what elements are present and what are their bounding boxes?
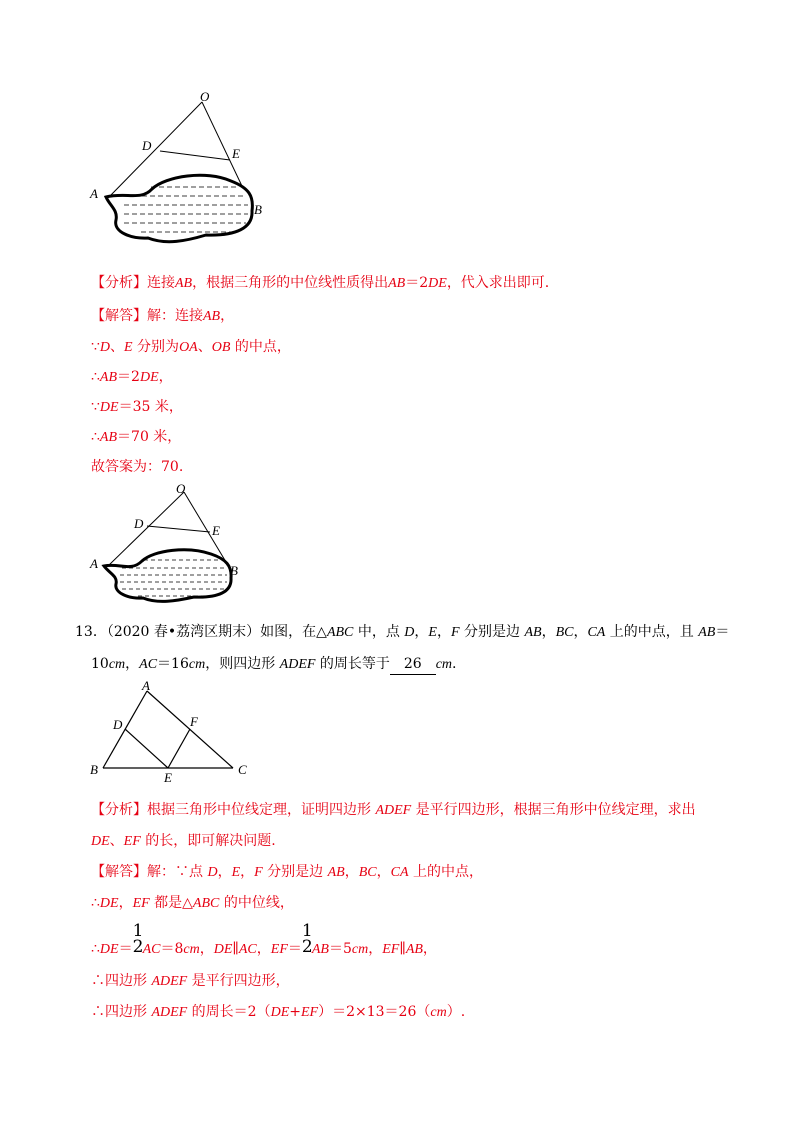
answer-blank: 26 xyxy=(390,654,436,675)
fraction-half: 1 2 xyxy=(301,921,313,957)
q13-question-line2: 10cm，AC＝16cm，则四边形 ADEF 的周长等于 26 cm. xyxy=(91,654,456,675)
label-B: B xyxy=(230,563,238,578)
q12-analysis: 【分析】连接AB，根据三角形的中位线性质得出AB＝2DE，代入求出即可. xyxy=(91,275,550,291)
lake-shape xyxy=(104,550,231,602)
label-E: E xyxy=(212,523,220,538)
label-D: D xyxy=(134,516,144,531)
q13-question-line1: 13．（2020 春•荔湾区期末）如图，在△ABC 中，点 D，E，F 分别是边 AB，BC，CA 上的中点，且 AB＝ xyxy=(75,624,730,640)
fraction-half: 1 2 xyxy=(132,921,144,957)
q12-solution: 【解答】解：连接AB， xyxy=(91,308,235,324)
label-D: D xyxy=(142,138,152,153)
q12-step2: ∴AB＝2DE， xyxy=(91,369,173,385)
q13-analysis-line1: 【分析】根据三角形中位线定理，证明四边形 ADEF 是平行四边形，根据三角形中位线定理，求出 xyxy=(91,802,696,818)
label-A: A xyxy=(90,186,98,201)
label-C: C xyxy=(238,762,247,777)
lake-figure-1 xyxy=(86,88,286,248)
label-D: D xyxy=(113,717,123,732)
q12-answer: 故答案为：70. xyxy=(91,459,184,475)
lake-figure-2 xyxy=(86,480,286,620)
q12-step3: ∵DE＝35 米， xyxy=(91,399,183,415)
label-E: E xyxy=(232,146,240,161)
q13-analysis-line2: DE、EF 的长，即可解决问题. xyxy=(91,833,276,849)
q13-solution: 【解答】解：∵点 D，E，F 分别是边 AB，BC，CA 上的中点， xyxy=(91,864,483,880)
label-A: A xyxy=(142,678,150,693)
q13-step4: ∴四边形 ADEF 的周长＝2（DE+EF）＝2×13＝26（cm）. xyxy=(91,1004,466,1020)
label-B: B xyxy=(254,202,262,217)
q12-step1: ∵D、E 分别为OA、OB 的中点， xyxy=(91,339,291,355)
triangle-figure xyxy=(86,676,266,786)
q13-step2: ∴DE＝ 1 2 AC＝8cm，DE∥AC，EF＝ 1 2 AB＝5cm，EF∥AB， xyxy=(91,921,437,957)
q12-step4: ∴AB＝70 米， xyxy=(91,429,182,445)
label-A: A xyxy=(90,556,98,571)
label-F: F xyxy=(190,714,198,729)
question-number: 13． xyxy=(75,624,107,640)
label-B: B xyxy=(90,762,98,777)
label-O: O xyxy=(200,89,210,104)
q13-step1: ∴DE，EF 都是△ABC 的中位线， xyxy=(91,895,294,911)
label-E: E xyxy=(164,770,172,785)
label-O: O xyxy=(176,481,186,496)
q13-step3: ∴四边形 ADEF 是平行四边形， xyxy=(91,973,290,989)
